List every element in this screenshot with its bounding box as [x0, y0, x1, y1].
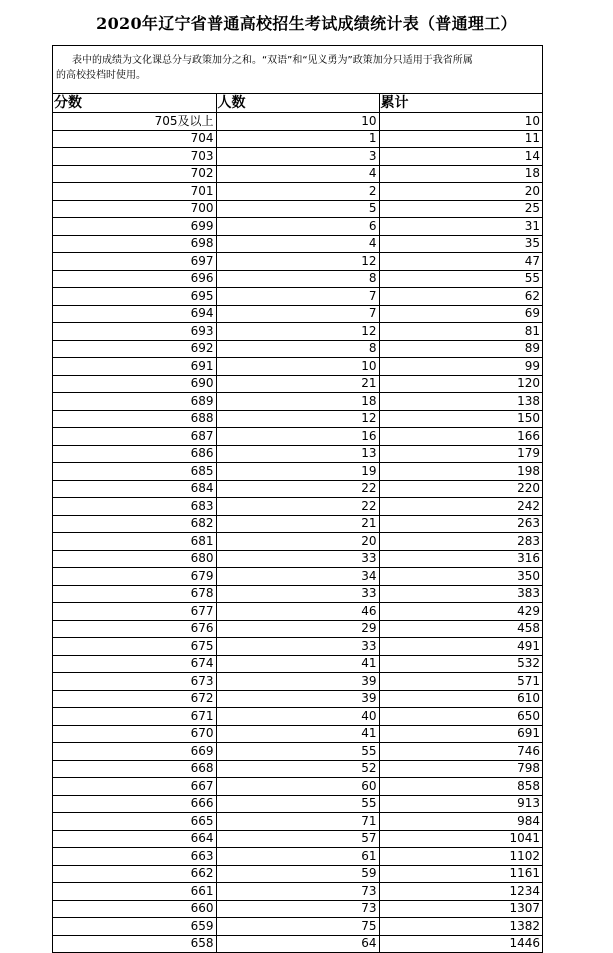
- count-cell: 20: [216, 533, 379, 551]
- score-cell: 659: [53, 918, 216, 936]
- cumulative-cell: 10: [379, 113, 542, 131]
- table-row: [53, 760, 542, 778]
- cumulative-cell: 99: [379, 358, 542, 376]
- score-cell: 673: [53, 673, 216, 691]
- table-row: [53, 288, 542, 306]
- cumulative-cell: 1234: [379, 883, 542, 901]
- cumulative-cell: 81: [379, 323, 542, 341]
- table-row: [53, 795, 542, 813]
- note-line-1: 表中的成绩为文化课总分与政策加分之和。“双语”和“见义勇为”政策加分只适用于我省所属: [72, 55, 473, 66]
- score-cell: 686: [53, 445, 216, 463]
- table-body: [53, 113, 542, 953]
- cumulative-cell: 1102: [379, 848, 542, 866]
- table-row: [53, 743, 542, 761]
- count-cell: 55: [216, 795, 379, 813]
- cumulative-cell: 571: [379, 673, 542, 691]
- cumulative-cell: 220: [379, 480, 542, 498]
- cumulative-cell: 858: [379, 778, 542, 796]
- count-cell: 73: [216, 900, 379, 918]
- score-cell: 662: [53, 865, 216, 883]
- table-row: [53, 708, 542, 726]
- cumulative-cell: 55: [379, 270, 542, 288]
- table-row: [53, 183, 542, 201]
- header-row: [53, 94, 542, 113]
- score-cell: 668: [53, 760, 216, 778]
- table-row: [53, 445, 542, 463]
- note-line-2: 的高校投档时使用。: [56, 70, 146, 81]
- count-cell: 21: [216, 375, 379, 393]
- table-row: [53, 813, 542, 831]
- cumulative-cell: 610: [379, 690, 542, 708]
- table-row: [53, 725, 542, 743]
- table-row: [53, 358, 542, 376]
- score-cell: 660: [53, 900, 216, 918]
- score-cell: 692: [53, 340, 216, 358]
- count-cell: 12: [216, 410, 379, 428]
- score-cell: 671: [53, 708, 216, 726]
- table-row: [53, 410, 542, 428]
- cumulative-header: 累计: [379, 94, 542, 113]
- score-cell: 683: [53, 498, 216, 516]
- cumulative-cell: 150: [379, 410, 542, 428]
- score-cell: 676: [53, 620, 216, 638]
- score-header: 分数: [53, 94, 216, 113]
- score-cell: 675: [53, 638, 216, 656]
- count-cell: 12: [216, 253, 379, 271]
- table-row: [53, 550, 542, 568]
- count-cell: 5: [216, 200, 379, 218]
- count-cell: 4: [216, 235, 379, 253]
- score-cell: 663: [53, 848, 216, 866]
- score-cell: 700: [53, 200, 216, 218]
- score-sheet: [52, 45, 543, 953]
- cumulative-cell: 316: [379, 550, 542, 568]
- table-row: [53, 830, 542, 848]
- score-cell: 684: [53, 480, 216, 498]
- count-cell: 52: [216, 760, 379, 778]
- cumulative-cell: 746: [379, 743, 542, 761]
- count-cell: 10: [216, 113, 379, 131]
- score-cell: 703: [53, 148, 216, 166]
- score-cell: 685: [53, 463, 216, 481]
- count-header: 人数: [216, 94, 379, 113]
- score-cell: 688: [53, 410, 216, 428]
- score-cell: 665: [53, 813, 216, 831]
- count-cell: 12: [216, 323, 379, 341]
- count-cell: 39: [216, 690, 379, 708]
- count-cell: 40: [216, 708, 379, 726]
- score-cell: 674: [53, 655, 216, 673]
- cumulative-cell: 25: [379, 200, 542, 218]
- table-row: [53, 935, 542, 953]
- count-cell: 64: [216, 935, 379, 953]
- cumulative-cell: 263: [379, 515, 542, 533]
- score-cell: 689: [53, 393, 216, 411]
- count-cell: 29: [216, 620, 379, 638]
- count-cell: 39: [216, 673, 379, 691]
- score-cell: 667: [53, 778, 216, 796]
- table-row: [53, 428, 542, 446]
- cumulative-cell: 458: [379, 620, 542, 638]
- table-row: [53, 375, 542, 393]
- cumulative-cell: 532: [379, 655, 542, 673]
- cumulative-cell: 14: [379, 148, 542, 166]
- count-cell: 7: [216, 288, 379, 306]
- cumulative-cell: 1307: [379, 900, 542, 918]
- table-row: [53, 393, 542, 411]
- cumulative-cell: 18: [379, 165, 542, 183]
- score-cell: 682: [53, 515, 216, 533]
- cumulative-cell: 1041: [379, 830, 542, 848]
- count-cell: 19: [216, 463, 379, 481]
- cumulative-cell: 47: [379, 253, 542, 271]
- cumulative-cell: 383: [379, 585, 542, 603]
- count-cell: 46: [216, 603, 379, 621]
- table-row: [53, 305, 542, 323]
- score-cell: 661: [53, 883, 216, 901]
- score-cell: 658: [53, 935, 216, 953]
- score-cell: 702: [53, 165, 216, 183]
- score-cell: 687: [53, 428, 216, 446]
- table-row: [53, 638, 542, 656]
- table-row: [53, 585, 542, 603]
- note-box: [53, 46, 542, 94]
- count-cell: 8: [216, 340, 379, 358]
- score-cell: 669: [53, 743, 216, 761]
- cumulative-cell: 798: [379, 760, 542, 778]
- table-row: [53, 533, 542, 551]
- count-cell: 71: [216, 813, 379, 831]
- score-cell: 693: [53, 323, 216, 341]
- score-cell: 704: [53, 130, 216, 148]
- count-cell: 41: [216, 655, 379, 673]
- table-row: [53, 323, 542, 341]
- cumulative-cell: 984: [379, 813, 542, 831]
- table-row: [53, 253, 542, 271]
- score-cell: 696: [53, 270, 216, 288]
- count-cell: 16: [216, 428, 379, 446]
- count-cell: 1: [216, 130, 379, 148]
- cumulative-cell: 89: [379, 340, 542, 358]
- cumulative-cell: 20: [379, 183, 542, 201]
- cumulative-cell: 429: [379, 603, 542, 621]
- count-cell: 6: [216, 218, 379, 236]
- table-row: [53, 148, 542, 166]
- table-row: [53, 865, 542, 883]
- cumulative-cell: 11: [379, 130, 542, 148]
- cumulative-cell: 31: [379, 218, 542, 236]
- cumulative-cell: 242: [379, 498, 542, 516]
- table-row: [53, 883, 542, 901]
- cumulative-cell: 179: [379, 445, 542, 463]
- count-cell: 75: [216, 918, 379, 936]
- count-cell: 7: [216, 305, 379, 323]
- cumulative-cell: 491: [379, 638, 542, 656]
- table-row: [53, 673, 542, 691]
- cumulative-cell: 198: [379, 463, 542, 481]
- cumulative-cell: 69: [379, 305, 542, 323]
- count-cell: 22: [216, 480, 379, 498]
- count-cell: 13: [216, 445, 379, 463]
- cumulative-cell: 138: [379, 393, 542, 411]
- count-cell: 33: [216, 638, 379, 656]
- table-row: [53, 480, 542, 498]
- table-row: [53, 340, 542, 358]
- table-row: [53, 113, 542, 131]
- score-cell: 678: [53, 585, 216, 603]
- table-row: [53, 515, 542, 533]
- count-cell: 34: [216, 568, 379, 586]
- cumulative-cell: 35: [379, 235, 542, 253]
- table-row: [53, 778, 542, 796]
- count-cell: 41: [216, 725, 379, 743]
- table-row: [53, 130, 542, 148]
- count-cell: 4: [216, 165, 379, 183]
- count-cell: 33: [216, 550, 379, 568]
- table-row: [53, 200, 542, 218]
- score-cell: 681: [53, 533, 216, 551]
- score-cell: 691: [53, 358, 216, 376]
- table-row: [53, 620, 542, 638]
- cumulative-cell: 913: [379, 795, 542, 813]
- count-cell: 57: [216, 830, 379, 848]
- cumulative-cell: 166: [379, 428, 542, 446]
- table-row: [53, 498, 542, 516]
- score-cell: 677: [53, 603, 216, 621]
- score-cell: 695: [53, 288, 216, 306]
- count-cell: 60: [216, 778, 379, 796]
- table-row: [53, 568, 542, 586]
- score-cell: 694: [53, 305, 216, 323]
- count-cell: 2: [216, 183, 379, 201]
- score-cell: 680: [53, 550, 216, 568]
- count-cell: 10: [216, 358, 379, 376]
- count-cell: 73: [216, 883, 379, 901]
- table-row: [53, 900, 542, 918]
- count-cell: 3: [216, 148, 379, 166]
- count-cell: 59: [216, 865, 379, 883]
- cumulative-cell: 1161: [379, 865, 542, 883]
- score-cell: 670: [53, 725, 216, 743]
- score-table: [53, 94, 542, 953]
- count-cell: 8: [216, 270, 379, 288]
- score-cell: 699: [53, 218, 216, 236]
- table-row: [53, 918, 542, 936]
- page-title: 2020年辽宁省普通高校招生考试成绩统计表（普通理工）: [96, 14, 517, 33]
- table-row: [53, 218, 542, 236]
- cumulative-cell: 120: [379, 375, 542, 393]
- count-cell: 18: [216, 393, 379, 411]
- table-row: [53, 603, 542, 621]
- table-row: [53, 848, 542, 866]
- cumulative-cell: 62: [379, 288, 542, 306]
- table-row: [53, 463, 542, 481]
- cumulative-cell: 691: [379, 725, 542, 743]
- cumulative-cell: 283: [379, 533, 542, 551]
- count-cell: 55: [216, 743, 379, 761]
- table-row: [53, 655, 542, 673]
- count-cell: 33: [216, 585, 379, 603]
- score-cell: 664: [53, 830, 216, 848]
- score-cell: 679: [53, 568, 216, 586]
- score-cell: 701: [53, 183, 216, 201]
- cumulative-cell: 350: [379, 568, 542, 586]
- score-cell: 690: [53, 375, 216, 393]
- cumulative-cell: 1382: [379, 918, 542, 936]
- score-cell: 698: [53, 235, 216, 253]
- cumulative-cell: 1446: [379, 935, 542, 953]
- score-cell: 666: [53, 795, 216, 813]
- cumulative-cell: 650: [379, 708, 542, 726]
- table-row: [53, 235, 542, 253]
- count-cell: 21: [216, 515, 379, 533]
- count-cell: 22: [216, 498, 379, 516]
- count-cell: 61: [216, 848, 379, 866]
- table-row: [53, 165, 542, 183]
- score-cell: 672: [53, 690, 216, 708]
- score-cell: 705及以上: [53, 113, 216, 131]
- table-row: [53, 690, 542, 708]
- score-cell: 697: [53, 253, 216, 271]
- table-row: [53, 270, 542, 288]
